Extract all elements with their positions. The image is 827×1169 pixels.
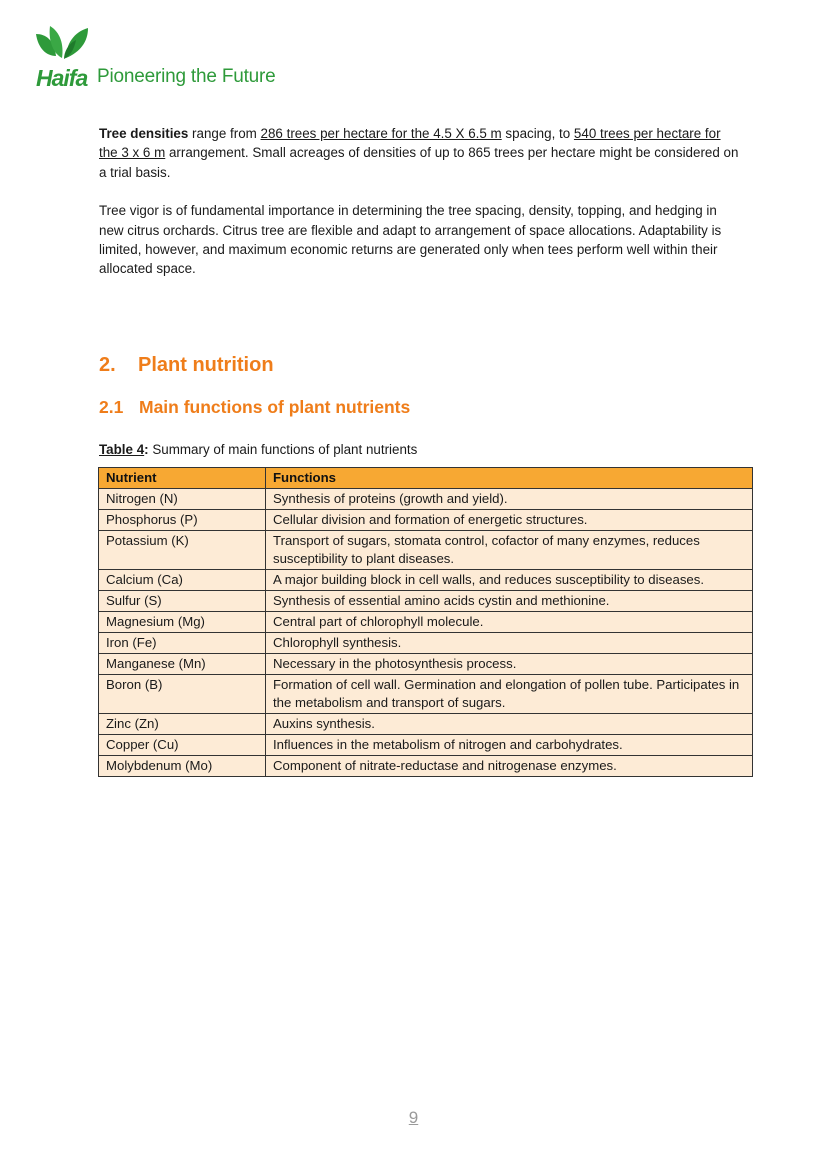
section-heading	[99, 354, 274, 377]
function-cell: Chlorophyll synthesis.	[266, 633, 753, 654]
table-header-row	[99, 468, 753, 489]
nutrient-cell: Phosphorus (P)	[99, 510, 266, 531]
column-header-nutrient: Nutrient	[99, 468, 266, 489]
nutrient-cell: Sulfur (S)	[99, 591, 266, 612]
nutrient-cell: Nitrogen (N)	[99, 489, 266, 510]
function-cell: Formation of cell wall. Germination and elongation of pollen tube. Participates in the metabolism and transport of sugars.	[266, 675, 753, 714]
paragraph-tree-vigor: Tree vigor is of fundamental importance in determining the tree spacing, density, topping, and hedging in new citrus orchards. Citrus tree are flexible and adapt to arrangement of space allocations. Adaptability is limited, however, and maximum economic returns are generated only when tees perform well within their allocated space.	[99, 203, 722, 277]
table-row	[99, 633, 753, 654]
intro-text	[99, 124, 739, 279]
nutrient-cell: Potassium (K)	[99, 531, 266, 570]
subsection-number: 2.1	[99, 397, 124, 417]
table-row	[99, 756, 753, 777]
paragraph-tree-densities	[99, 124, 739, 182]
table-row	[99, 531, 753, 570]
function-cell: Necessary in the photosynthesis process.	[266, 654, 753, 675]
function-cell: Component of nitrate-reductase and nitrogenase enzymes.	[266, 756, 753, 777]
caption-colon: :	[144, 442, 149, 457]
function-cell: Transport of sugars, stomata control, cofactor of many enzymes, reduces susceptibility to plant diseases.	[266, 531, 753, 570]
function-cell: Synthesis of proteins (growth and yield).	[266, 489, 753, 510]
function-cell: Synthesis of essential amino acids cystin and methionine.	[266, 591, 753, 612]
function-cell: Influences in the metabolism of nitrogen and carbohydrates.	[266, 735, 753, 756]
nutrient-cell: Copper (Cu)	[99, 735, 266, 756]
table-label: Table 4	[99, 442, 145, 457]
table-caption	[99, 442, 417, 457]
table-row	[99, 489, 753, 510]
nutrient-cell: Molybdenum (Mo)	[99, 756, 266, 777]
function-cell: A major building block in cell walls, and reduces susceptibility to diseases.	[266, 570, 753, 591]
function-cell: Auxins synthesis.	[266, 714, 753, 735]
text-run: spacing, to	[501, 126, 574, 141]
page-number[interactable]: 9	[408, 1108, 419, 1127]
table-row	[99, 570, 753, 591]
nutrient-cell: Iron (Fe)	[99, 633, 266, 654]
text-run: range from	[188, 126, 261, 141]
tagline: Pioneering the Future	[97, 66, 276, 87]
table-row	[99, 675, 753, 714]
function-cell: Central part of chlorophyll molecule.	[266, 612, 753, 633]
table-row	[99, 654, 753, 675]
nutrient-cell: Zinc (Zn)	[99, 714, 266, 735]
table-row	[99, 591, 753, 612]
nutrient-cell: Manganese (Mn)	[99, 654, 266, 675]
subsection-heading	[99, 397, 410, 418]
column-header-functions: Functions	[266, 468, 753, 489]
table-row	[99, 510, 753, 531]
nutrient-cell: Boron (B)	[99, 675, 266, 714]
bold-lead: Tree densities	[99, 126, 189, 141]
nutrient-table	[98, 467, 753, 777]
underlined-text: 286 trees per hectare for the 4.5 X 6.5 m	[260, 126, 502, 141]
table-row	[99, 714, 753, 735]
haifa-logo	[36, 26, 96, 90]
section-number: 2.	[99, 354, 116, 376]
text-run: arrangement. Small acreages of densities of up to 865 trees per hectare might be considered on a trial basis.	[99, 145, 739, 180]
table-row	[99, 612, 753, 633]
logo-wordmark: Haifa	[36, 65, 88, 90]
underlined-text: 540 trees per hectare for the 3 x 6 m	[99, 126, 721, 161]
subsection-title: Main functions of plant nutrients	[139, 397, 411, 417]
section-title: Plant nutrition	[138, 354, 274, 376]
function-cell: Cellular division and formation of energetic structures.	[266, 510, 753, 531]
nutrient-cell: Magnesium (Mg)	[99, 612, 266, 633]
nutrient-cell: Calcium (Ca)	[99, 570, 266, 591]
caption-text: Summary of main functions of plant nutrients	[148, 442, 418, 457]
table-row	[99, 735, 753, 756]
